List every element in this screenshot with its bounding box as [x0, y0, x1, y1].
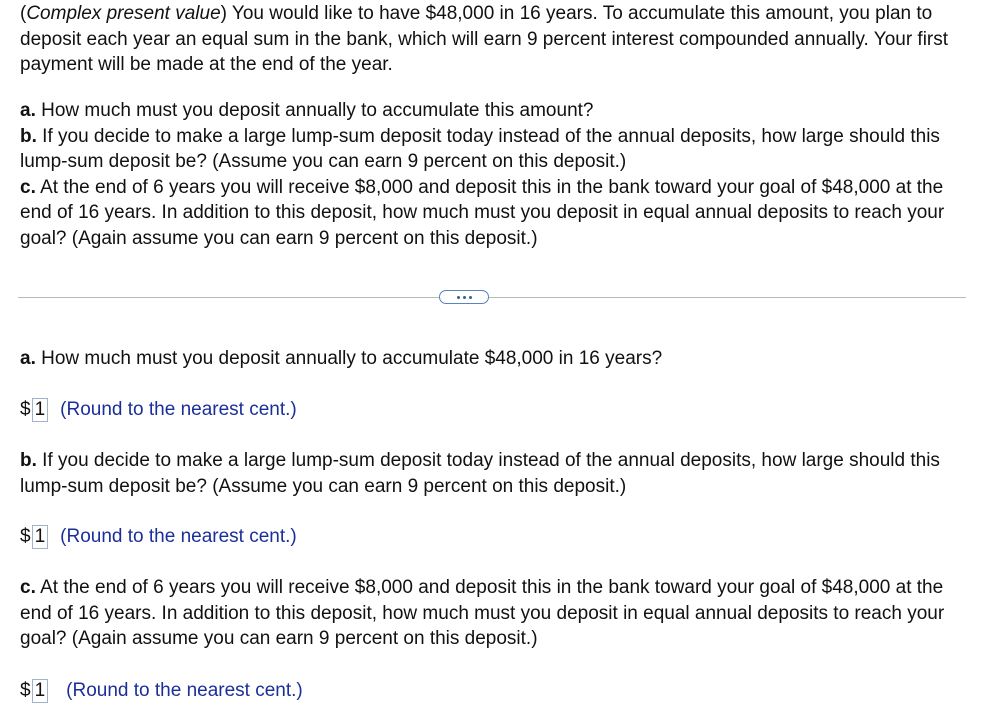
answer-b-row [20, 524, 297, 550]
answer-c-row [20, 678, 303, 704]
more-options-button[interactable] [439, 290, 489, 304]
problem-intro-text: You would like to have $48,000 in 16 years. To accumulate this amount, you plan to deposit each year an equal sum in the bank, which will earn 9 percent interest compounded annually. Your first payment will be made at the end of the year. [20, 3, 949, 76]
answer-b-input[interactable]: 1 [32, 525, 49, 549]
answer-c-input[interactable]: 1 [32, 679, 49, 703]
problem-parts [20, 98, 970, 252]
ellipsis-icon [457, 296, 460, 299]
problem-intro: (Complex present value) You would like to have $48,000 in 16 years. To accumulate this amount, you plan to deposit each year an equal sum in the bank, which will earn 9 percent interest compounded annually. Your first payment will be made at the end of the year. [20, 3, 949, 76]
problem-topic: Complex present value [26, 3, 221, 24]
currency-symbol: $ [20, 526, 31, 548]
currency-symbol: $ [20, 399, 31, 421]
answer-a-row [20, 397, 297, 423]
answer-b-hint: (Round to the nearest cent.) [60, 526, 297, 548]
answer-c-hint: (Round to the nearest cent.) [66, 680, 303, 702]
problem-part-c: c. At the end of 6 years you will receive $8,000 and deposit this in the bank toward your goal of $48,000 at the end of 16 years. In addition to this deposit, how much must you deposit in equal annual deposits to reach your goal? (Again assume you can earn 9 percent on this deposit.) [20, 176, 945, 249]
problem-part-b: b. If you decide to make a large lump-sum deposit today instead of the annual deposits, how large should this lump-sum deposit be? (Assume you can earn 9 percent on this deposit.) [20, 125, 940, 173]
question-a: a. How much must you deposit annually to accumulate $48,000 in 16 years? [20, 348, 663, 369]
answer-a-hint: (Round to the nearest cent.) [60, 399, 297, 421]
currency-symbol: $ [20, 680, 31, 702]
answer-a-input[interactable]: 1 [32, 398, 49, 422]
section-divider [18, 297, 966, 298]
question-b: b. If you decide to make a large lump-sum deposit today instead of the annual deposits, how large should this lump-sum deposit be? (Assume you can earn 9 percent on this deposit.) [20, 450, 940, 497]
question-c: c. At the end of 6 years you will receive $8,000 and deposit this in the bank toward your goal of $48,000 at the end of 16 years. In addition to this deposit, how much must you deposit in equal annual deposits to reach your goal? (Again assume you can earn 9 percent on this deposit.) [20, 577, 945, 650]
problem-part-a: a. How much must you deposit annually to accumulate this amount? [20, 100, 594, 121]
